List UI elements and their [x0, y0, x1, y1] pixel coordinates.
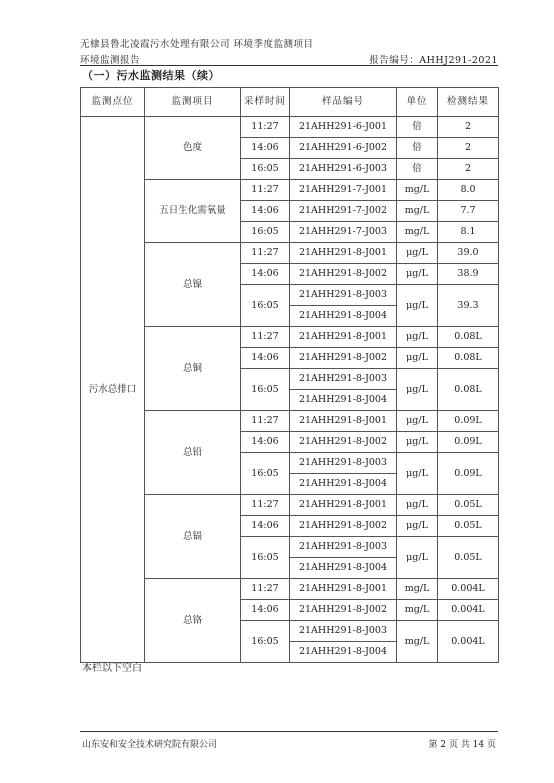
unit-cell: 倍	[397, 138, 438, 159]
sample-no-cell: 21AHH291-8-J001	[290, 495, 397, 516]
sample-no-cell: 21AHH291-8-J003	[290, 285, 397, 306]
result-cell: 0.05L	[438, 537, 499, 579]
result-cell: 39.3	[438, 285, 499, 327]
unit-cell: 倍	[397, 117, 438, 138]
col-header-time: 采样时间	[241, 88, 290, 117]
header-rule	[80, 65, 498, 66]
time-cell: 11:27	[241, 579, 290, 600]
unit-cell: μg/L	[397, 264, 438, 285]
sample-no-cell: 21AHH291-8-J003	[290, 369, 397, 390]
result-cell: 0.08L	[438, 348, 499, 369]
result-cell: 0.08L	[438, 369, 499, 411]
item-cell: 总镉	[145, 495, 241, 579]
time-cell: 11:27	[241, 117, 290, 138]
item-cell: 总镍	[145, 243, 241, 327]
time-cell: 11:27	[241, 180, 290, 201]
result-cell: 0.09L	[438, 432, 499, 453]
result-cell: 0.09L	[438, 411, 499, 432]
table-body	[81, 117, 499, 663]
sample-no-cell: 21AHH291-6-J002	[290, 138, 397, 159]
time-cell: 14:06	[241, 432, 290, 453]
sample-no-cell: 21AHH291-8-J001	[290, 579, 397, 600]
sample-no-cell: 21AHH291-8-J003	[290, 537, 397, 558]
time-cell: 16:05	[241, 621, 290, 663]
sample-no-cell: 21AHH291-8-J004	[290, 642, 397, 663]
sample-no-cell: 21AHH291-8-J002	[290, 516, 397, 537]
time-cell: 16:05	[241, 537, 290, 579]
sample-no-cell: 21AHH291-8-J001	[290, 411, 397, 432]
time-cell: 11:27	[241, 243, 290, 264]
unit-cell: mg/L	[397, 201, 438, 222]
unit-cell: μg/L	[397, 411, 438, 432]
unit-cell: μg/L	[397, 369, 438, 411]
result-cell: 7.7	[438, 201, 499, 222]
sample-no-cell: 21AHH291-8-J004	[290, 558, 397, 579]
sample-no-cell: 21AHH291-8-J004	[290, 390, 397, 411]
footer-page-number: 第 2 页 共 14 页	[428, 740, 496, 750]
item-cell: 色度	[145, 117, 241, 180]
unit-cell: μg/L	[397, 285, 438, 327]
time-cell: 16:05	[241, 159, 290, 180]
result-cell: 8.0	[438, 180, 499, 201]
sample-no-cell: 21AHH291-8-J001	[290, 327, 397, 348]
time-cell: 11:27	[241, 495, 290, 516]
result-cell: 0.09L	[438, 453, 499, 495]
time-cell: 16:05	[241, 453, 290, 495]
unit-cell: μg/L	[397, 243, 438, 264]
unit-cell: μg/L	[397, 453, 438, 495]
unit-cell: mg/L	[397, 600, 438, 621]
time-cell: 16:05	[241, 369, 290, 411]
header-project-title: 无棣县鲁北凌霞污水处理有限公司 环境季度监测项目	[80, 39, 314, 50]
result-cell: 2	[438, 138, 499, 159]
sample-no-cell: 21AHH291-7-J001	[290, 180, 397, 201]
time-cell: 16:05	[241, 285, 290, 327]
sample-no-cell: 21AHH291-8-J002	[290, 264, 397, 285]
unit-cell: μg/L	[397, 495, 438, 516]
time-cell: 16:05	[241, 222, 290, 243]
table-header-row	[81, 88, 499, 117]
col-header-result: 检测结果	[438, 88, 499, 117]
unit-cell: mg/L	[397, 579, 438, 600]
sample-no-cell: 21AHH291-8-J003	[290, 453, 397, 474]
unit-cell: mg/L	[397, 180, 438, 201]
sample-no-cell: 21AHH291-7-J002	[290, 201, 397, 222]
item-cell: 总铬	[145, 579, 241, 663]
sample-no-cell: 21AHH291-8-J004	[290, 306, 397, 327]
unit-cell: mg/L	[397, 621, 438, 663]
result-cell: 0.08L	[438, 327, 499, 348]
result-cell: 0.05L	[438, 516, 499, 537]
unit-cell: μg/L	[397, 516, 438, 537]
result-cell: 8.1	[438, 222, 499, 243]
unit-cell: μg/L	[397, 348, 438, 369]
time-cell: 11:27	[241, 411, 290, 432]
sample-no-cell: 21AHH291-8-J004	[290, 474, 397, 495]
item-cell: 总铜	[145, 327, 241, 411]
col-header-item: 监测项目	[145, 88, 241, 117]
footer-rule	[80, 731, 498, 732]
time-cell: 14:06	[241, 516, 290, 537]
sample-no-cell: 21AHH291-7-J003	[290, 222, 397, 243]
result-cell: 0.05L	[438, 495, 499, 516]
col-header-site: 监测点位	[81, 88, 145, 117]
time-cell: 14:06	[241, 138, 290, 159]
item-cell: 总铅	[145, 411, 241, 495]
sample-no-cell: 21AHH291-6-J001	[290, 117, 397, 138]
header-report-number: 报告编号：AHHJ291-2021	[369, 55, 498, 66]
result-cell: 0.004L	[438, 579, 499, 600]
sample-no-cell: 21AHH291-8-J002	[290, 348, 397, 369]
result-cell: 2	[438, 159, 499, 180]
sample-no-cell: 21AHH291-8-J003	[290, 621, 397, 642]
time-cell: 14:06	[241, 201, 290, 222]
table-row	[81, 117, 499, 138]
unit-cell: μg/L	[397, 432, 438, 453]
unit-cell: 倍	[397, 159, 438, 180]
time-cell: 14:06	[241, 600, 290, 621]
result-cell: 39.0	[438, 243, 499, 264]
time-cell: 11:27	[241, 327, 290, 348]
site-cell: 污水总排口	[81, 117, 145, 663]
sample-no-cell: 21AHH291-8-J002	[290, 432, 397, 453]
unit-cell: mg/L	[397, 222, 438, 243]
col-header-unit: 单位	[397, 88, 438, 117]
sample-no-cell: 21AHH291-8-J001	[290, 243, 397, 264]
result-cell: 38.9	[438, 264, 499, 285]
time-cell: 14:06	[241, 348, 290, 369]
item-cell: 五日生化需氧量	[145, 180, 241, 243]
sample-no-cell: 21AHH291-6-J003	[290, 159, 397, 180]
time-cell: 14:06	[241, 264, 290, 285]
footer-organization: 山东安和安全技术研究院有限公司	[82, 740, 218, 750]
header-report-type: 环境监测报告	[80, 55, 141, 66]
unit-cell: μg/L	[397, 327, 438, 348]
blank-below-note: 本栏以下空白	[82, 663, 142, 674]
col-header-sample-no: 样品编号	[290, 88, 397, 117]
result-cell: 0.004L	[438, 621, 499, 663]
monitoring-results-table	[80, 87, 499, 663]
sample-no-cell: 21AHH291-8-J002	[290, 600, 397, 621]
unit-cell: μg/L	[397, 537, 438, 579]
section-title: （一）污水监测结果（续）	[82, 69, 220, 82]
result-cell: 2	[438, 117, 499, 138]
result-cell: 0.004L	[438, 600, 499, 621]
